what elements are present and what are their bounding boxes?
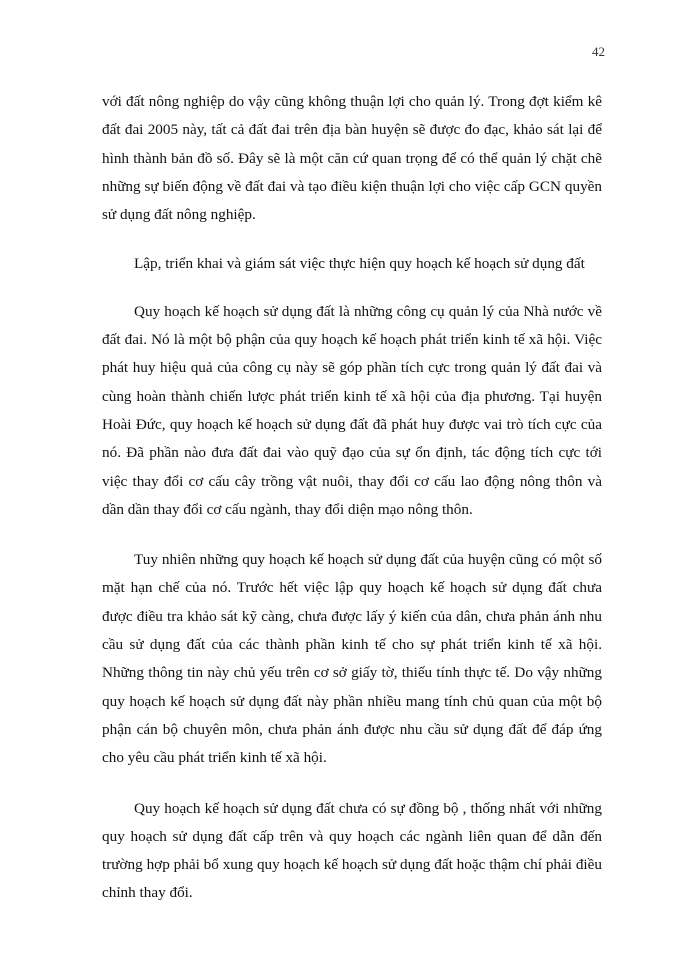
paragraph-limitations: Tuy nhiên những quy hoạch kế hoạch sử dụng đất của huyện cũng có một số mặt hạn chế của nó. Trước hết việc lập quy hoạch kế hoạch sử dụng đất chưa được điều tra khảo sát kỹ càng, chưa được lấy ý kiến của dân, chưa phản ánh nhu cầu sử dụng đất của các thành phần kinh tế cho sự phát triển kinh tế xã hội. Những thông tin này chủ yếu trên cơ sở giấy tờ, thiếu tính thực tế. Do vậy những quy hoạch kế hoạch sử dụng đất này phần nhiều mang tính chủ quan của một bộ phận cán bộ chuyên môn, chưa phản ánh được nhu cầu sử dụng đất để đáp ứng cho yêu cầu phát triển kinh tế xã hội. <box>102 551 602 767</box>
section-heading: Lập, triển khai và giám sát việc thực hiện quy hoạch kế hoạch sử dụng đất <box>134 255 585 273</box>
paragraph-continuation: với đất nông nghiệp do vậy cũng không thuận lợi cho quản lý. Trong đợt kiểm kê đất đai 2005 này, tất cả đất đai trên địa bàn huyện sẽ được đo đạc, khảo sát lại để hình thành bản đồ số. Đây sẽ là một căn cứ quan trọng để có thể quản lý chặt chẽ những sự biến động về đất đai và tạo điều kiện thuận lợi cho việc cấp GCN quyền sử dụng đất nông nghiệp. <box>102 93 602 224</box>
page-number: 42 <box>592 44 605 59</box>
paragraph-planning-role: Quy hoạch kế hoạch sử dụng đất là những công cụ quản lý của Nhà nước về đất đai. Nó là một bộ phận của quy hoạch kế hoạch phát triển kinh tế xã hội. Việc phát huy hiệu quả của công cụ này sẽ góp phần tích cực trong quản lý đất đai và cùng hoàn thành chiến lược phát triển kinh tế xã hội của địa phương. Tại huyện Hoài Đức, quy hoạch kế hoạch sử dụng đất đã phát huy được vai trò tích cực của nó. Đã phần nào đưa đất đai vào quỹ đạo của sự ổn định, tác động tích cực tới việc thay đổi cơ cấu cây trồng vật nuôi, thay đổi cơ cấu lao động nông thôn và dần dần thay đổi cơ cấu ngành, thay đổi diện mạo nông thôn. <box>102 302 602 518</box>
document-body <box>102 88 602 908</box>
paragraph-inconsistency: Quy hoạch kế hoạch sử dụng đất chưa có sự đồng bộ , thống nhất với những quy hoạch sử dụng đất cấp trên và quy hoạch các ngành liên quan để dẫn đến trường hợp phải bổ xung quy hoạch kế hoạch sử dụng đất hoặc thậm chí phải điều chỉnh thay đổi. <box>102 799 602 902</box>
